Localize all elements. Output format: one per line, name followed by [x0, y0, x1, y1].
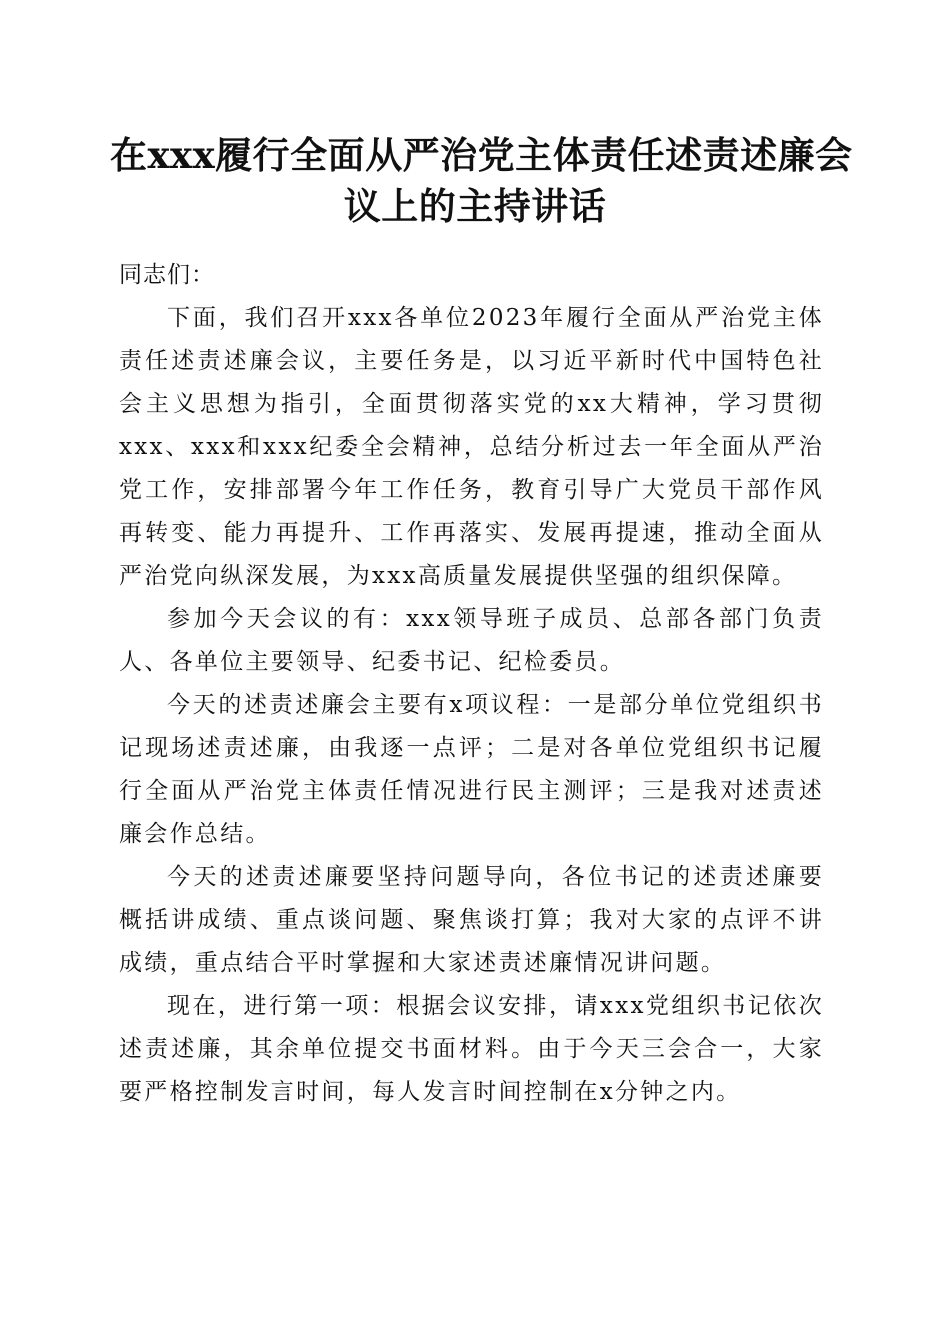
- paragraph-opening: 下面，我们召开xxx各单位2023年履行全面从严治党主体责任述责述廉会议，主要任务是，以习近平新时代中国特色社会主义思想为指引，全面贯彻落实党的xx大精神，学习贯彻xxx、xxx和xxx纪委全会精神，总结分析过去一年全面从严治党工作，安排部署今年工作任务，教育引导广大党员干部作风再转变、能力再提升、工作再落实、发展再提速，推动全面从严治党向纵深发展，为xxx高质量发展提供坚强的组织保障。: [119, 305, 824, 589]
- salutation: 同志们：: [119, 262, 215, 288]
- paragraph-first-item: 现在，进行第一项：根据会议安排，请xxx党组织书记依次述责述廉，其余单位提交书面材料。由于今天三会合一，大家要严格控制发言时间，每人发言时间控制在x分钟之内。: [119, 993, 824, 1105]
- title-line-1: 在xxx履行全面从严治党主体责任述责述廉会: [110, 133, 853, 177]
- document-body: [119, 254, 824, 1114]
- paragraph-requirements: 今天的述责述廉要坚持问题导向，各位书记的述责述廉要概括讲成绩、重点谈问题、聚焦谈打算；我对大家的点评不讲成绩，重点结合平时掌握和大家述责述廉情况讲问题。: [119, 864, 824, 976]
- paragraph-attendees: 参加今天会议的有：xxx领导班子成员、总部各部门负责人、各单位主要领导、纪委书记、纪检委员。: [119, 606, 824, 675]
- title-line-2: 议上的主持讲话: [343, 184, 607, 228]
- paragraph-agenda: 今天的述责述廉会主要有x项议程：一是部分单位党组织书记现场述责述廉，由我逐一点评；二是对各单位党组织书记履行全面从严治党主体责任情况进行民主测评；三是我对述责述廉会作总结。: [119, 692, 824, 847]
- document-title: [110, 130, 853, 232]
